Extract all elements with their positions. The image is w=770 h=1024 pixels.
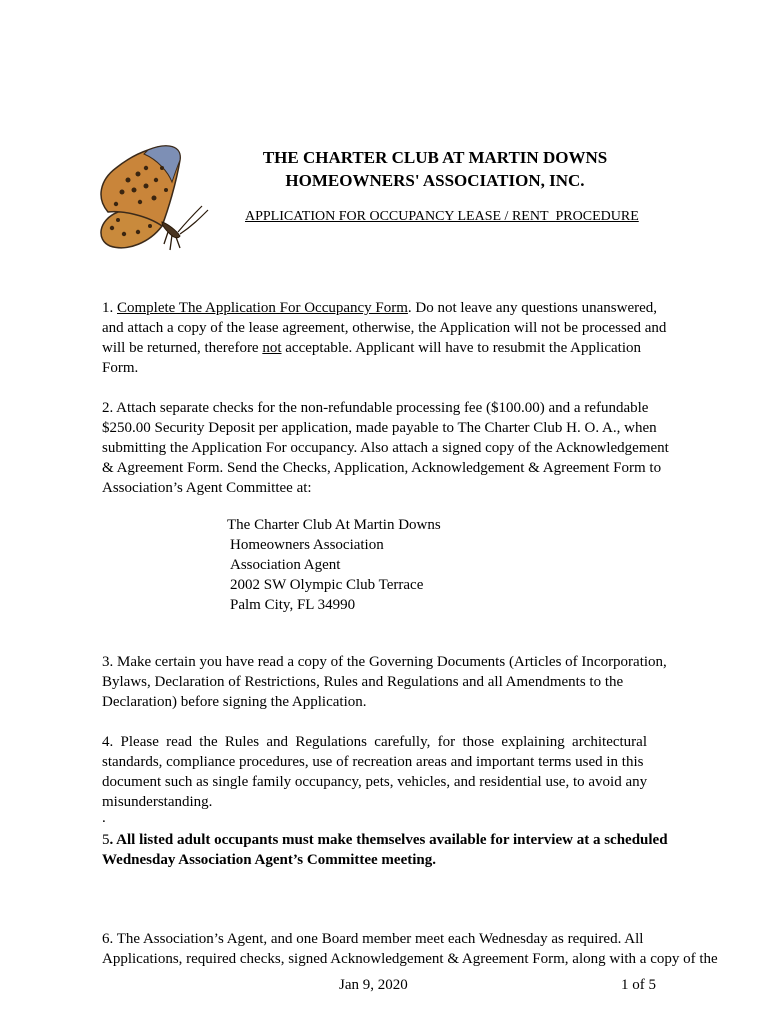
page-number: 1 of 5 [621, 977, 656, 993]
address-line: Palm City, FL 34990 [230, 597, 356, 613]
occupancy-form-link[interactable]: Complete The Application For Occupancy Form [117, 300, 408, 316]
text-line: . Do not leave any questions unanswered, [407, 300, 658, 316]
subtitle-part-2: PROCEDURE [555, 209, 639, 224]
paragraph-6 [102, 929, 718, 969]
paragraph-3 [102, 652, 667, 712]
paragraph-2 [102, 398, 669, 498]
text-line: 4. Please read the Rules and Regulations carefully, for those explaining architectural [102, 734, 647, 750]
address-line: 2002 SW Olympic Club Terrace [230, 577, 424, 593]
address-line: Homeowners Association [230, 537, 384, 553]
paragraph-1 [102, 298, 690, 378]
footer-date: Jan 9, 2020 [339, 977, 408, 993]
emphasis-not: not [262, 340, 282, 356]
text-line: . [102, 810, 106, 826]
subtitle-part-1: APPLICATION FOR OCCUPANCY LEASE / RENT [245, 209, 549, 224]
address-line: The Charter Club At Martin Downs [227, 517, 441, 533]
text-line: 6. The Association’s Agent, and one Board member meet each Wednesday as required. All [102, 931, 644, 947]
item-number: 1. [102, 300, 114, 316]
text-line: & Agreement Form. Send the Checks, Application, Acknowledgement & Agreement Form to [102, 460, 662, 476]
paragraph-4 [102, 732, 647, 824]
address-line: Association Agent [230, 557, 341, 573]
title-line-2: HOMEOWNERS' ASSOCIATION, INC. [285, 171, 585, 190]
text-line: and attach a copy of the lease agreement, otherwise, the Application will not be processed and [102, 320, 667, 336]
text-line: document such as single family occupancy, pets, vehicles, and residential use, to avoid any [102, 774, 648, 790]
text-line: standards, compliance procedures, use of recreation areas and important terms used in this [102, 754, 644, 770]
text-line: will be returned, therefore [102, 340, 259, 356]
text-line: Form. [102, 360, 139, 376]
paragraph-5 [102, 830, 668, 870]
text-line: Bylaws, Declaration of Restrictions, Rules and Regulations and all Amendments to the [102, 674, 624, 690]
document-subtitle [245, 209, 639, 225]
item-number: 5 [102, 832, 110, 848]
text-line: Declaration) before signing the Application. [102, 694, 367, 710]
text-line: acceptable. Applicant will have to resubmit the Application [285, 340, 641, 356]
text-line: $250.00 Security Deposit per application, made payable to The Charter Club H. O. A., when [102, 420, 657, 436]
text-line: Association’s Agent Committee at: [102, 480, 312, 496]
text-line: Wednesday Association Agent’s Committee meeting. [102, 852, 436, 868]
text-line: misunderstanding. [102, 794, 213, 810]
text-line: 2. Attach separate checks for the non-refundable processing fee ($100.00) and a refundable [102, 400, 649, 416]
mailing-address [227, 515, 441, 615]
text-line: Applications, required checks, signed Acknowledgement & Agreement Form, along with a copy of the [102, 951, 718, 967]
page-title [0, 146, 770, 192]
text-line: submitting the Application For occupancy. Also attach a signed copy of the Acknowledgement [102, 440, 669, 456]
text-line: 3. Make certain you have read a copy of the Governing Documents (Articles of Incorporation, [102, 654, 667, 670]
text-line: . All listed adult occupants must make themselves available for interview at a scheduled [109, 832, 668, 848]
title-line-1: THE CHARTER CLUB AT MARTIN DOWNS [262, 148, 608, 167]
